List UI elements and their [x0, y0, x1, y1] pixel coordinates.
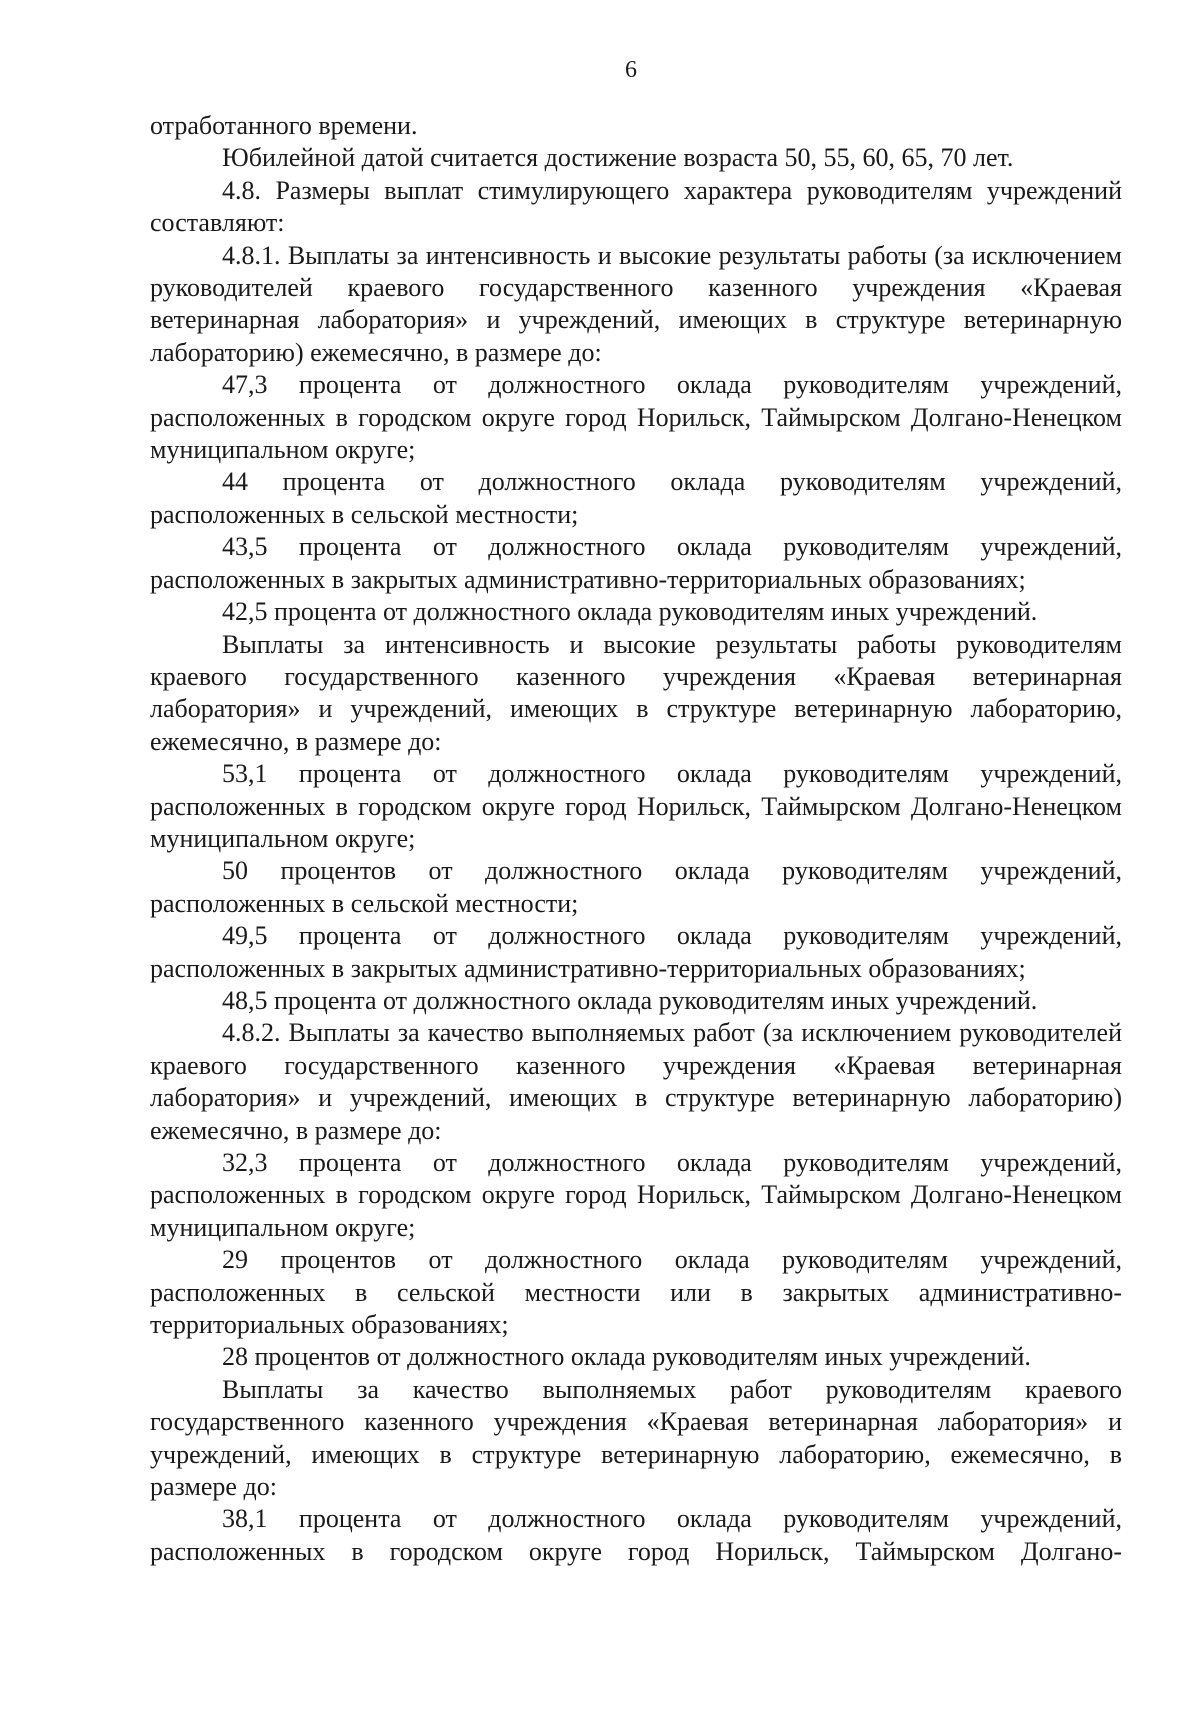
paragraph: отработанного времени.: [150, 111, 418, 140]
paragraph: Выплаты за интенсивность и высокие результаты работы руководителям краевого государственного казенного учреждения «Краевая ветеринарная лаборатория» и учреждений, имеющих в структуре ветеринарную лабораторию, ежемесячно, в размере до:: [150, 629, 1122, 756]
paragraph: 44 процента от должностного оклада руководителям учреждений, расположенных в сельской местности;: [150, 467, 1122, 529]
paragraph: 48,5 процента от должностного оклада руководителям иных учреждений.: [222, 985, 1038, 1015]
paragraph: 50 процентов от должностного оклада руководителям учреждений, расположенных в сельской местности;: [150, 856, 1122, 918]
document-body: [150, 110, 1122, 1568]
paragraph: 47,3 процента от должностного оклада руководителям учреждений, расположенных в городском округе город Норильск, Таймырском Долгано-Ненецком муниципальном округе;: [150, 370, 1122, 465]
paragraph: Юбилейной датой считается достижение возраста 50, 55, 60, 65, 70 лет.: [222, 143, 1014, 173]
paragraph: 49,5 процента от должностного оклада руководителям учреждений, расположенных в закрытых административно-территориальных образованиях;: [150, 921, 1122, 983]
paragraph-section-4-8: 4.8. Размеры выплат стимулирующего характера руководителям учреждений составляют:: [150, 175, 1122, 238]
paragraph: 29 процентов от должностного оклада руководителям учреждений, расположенных в сельской местности или в закрытых административно-территориальных образованиях;: [150, 1245, 1122, 1340]
page-number: 6: [625, 57, 637, 83]
paragraph-continued: 38,1 процента от должностного оклада руководителям учреждений, расположенных в городском округе город Норильск, Таймырском Долгано-: [150, 1504, 1122, 1566]
paragraph: 32,3 процента от должностного оклада руководителям учреждений, расположенных в городском округе город Норильск, Таймырском Долгано-Ненецком муниципальном округе;: [150, 1148, 1122, 1242]
paragraph: 53,1 процента от должностного оклада руководителям учреждений, расположенных в городском округе город Норильск, Таймырском Долгано-Ненецком муниципальном округе;: [150, 759, 1122, 853]
paragraph: 43,5 процента от должностного оклада руководителям учреждений, расположенных в закрытых административно-территориальных образованиях;: [150, 532, 1122, 594]
paragraph-section-4-8-2: 4.8.2. Выплаты за качество выполняемых работ (за исключением руководителей краевого государственного казенного учреждения «Краевая ветеринарная лаборатория» и учреждений, имеющих в структуре ветеринарную лабораторию) ежемесячно, в размере до:: [150, 1018, 1122, 1145]
paragraph-section-4-8-1: 4.8.1. Выплаты за интенсивность и высокие результаты работы (за исключением руководителей краевого государственного казенного учреждения «Краевая ветеринарная лаборатория» и учреждений, имеющих в структуре ветеринарную лабораторию) ежемесячно, в размере до:: [150, 240, 1122, 367]
paragraph: 42,5 процента от должностного оклада руководителям иных учреждений.: [222, 597, 1038, 627]
paragraph: 28 процентов от должностного оклада руководителям иных учреждений.: [222, 1342, 1031, 1372]
paragraph: Выплаты за качество выполняемых работ руководителям краевого государственного казенного учреждения «Краевая ветеринарная лаборатория» и учреждений, имеющих в структуре ветеринарную лабораторию, ежемесячно, в размере до:: [150, 1374, 1122, 1502]
